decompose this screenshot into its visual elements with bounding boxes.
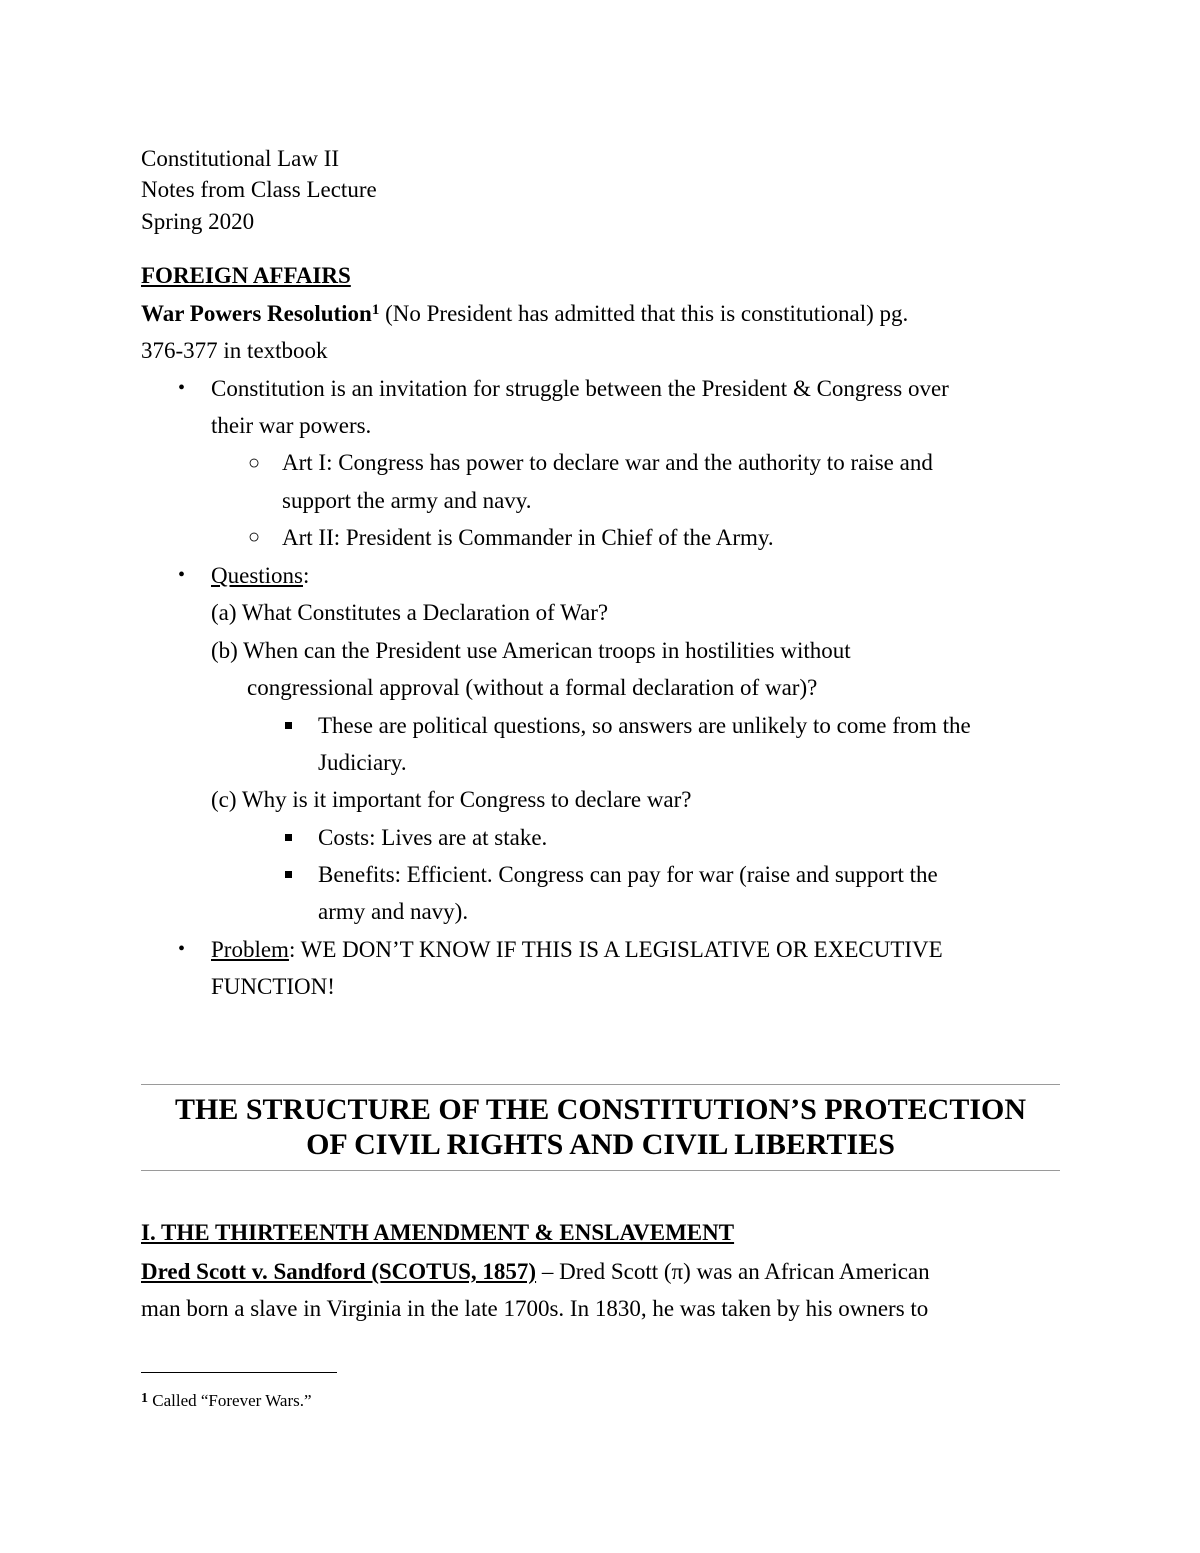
- term-label: Spring 2020: [141, 209, 255, 234]
- questions-label: Questions: [211, 563, 303, 588]
- sub-bullet-text: Art I: Congress has power to declare war and the authority to raise and: [282, 450, 933, 475]
- footnote-number: 1: [141, 1391, 148, 1406]
- wpr-note-cont: 376-377 in textbook: [141, 338, 328, 363]
- bullet-icon: •: [178, 938, 186, 960]
- circle-bullet-icon: ○: [248, 452, 261, 474]
- bullet-text: their war powers.: [211, 413, 372, 438]
- course-title: Constitutional Law II: [141, 146, 340, 171]
- problem-text-cont: FUNCTION!: [211, 974, 335, 999]
- questions-colon: :: [303, 563, 310, 588]
- question-b: (b) When can the President use American troops in hostilities without: [211, 638, 851, 663]
- sub-sub-bullet-text: These are political questions, so answers are unlikely to come from the: [318, 713, 971, 738]
- sub-bullet-text: support the army and navy.: [282, 488, 532, 513]
- case-name: Dred Scott v. Sandford (SCOTUS, 1857): [141, 1259, 537, 1284]
- square-bullet-icon: [285, 722, 292, 729]
- problem-text: : WE DON’T KNOW IF THIS IS A LEGISLATIVE OR EXECUTIVE: [288, 937, 943, 962]
- footnote-text: Called “Forever Wars.”: [148, 1391, 312, 1410]
- notes-subtitle: Notes from Class Lecture: [141, 177, 377, 202]
- section-title-cont: OF CIVIL RIGHTS AND CIVIL LIBERTIES: [306, 1128, 895, 1161]
- wpr-title: War Powers Resolution: [141, 301, 372, 326]
- foreign-affairs-heading: FOREIGN AFFAIRS: [141, 263, 351, 288]
- wpr-note: (No President has admitted that this is constitutional) pg.: [379, 301, 909, 326]
- sub-sub-bullet-text: Judiciary.: [318, 750, 407, 775]
- section-title: THE STRUCTURE OF THE CONSTITUTION’S PROTECTION: [174, 1093, 1026, 1126]
- section-divider-bottom: [141, 1170, 1060, 1171]
- sub-sub-bullet-text: Benefits: Efficient. Congress can pay for war (raise and support the: [318, 862, 938, 887]
- square-bullet-icon: [285, 871, 292, 878]
- question-a: (a) What Constitutes a Declaration of War?: [211, 600, 609, 625]
- footnote-ref[interactable]: 1: [371, 302, 380, 318]
- question-b-cont: congressional approval (without a formal declaration of war)?: [247, 675, 818, 700]
- bullet-icon: •: [178, 564, 186, 586]
- case-text: – Dred Scott (π) was an African American: [536, 1259, 930, 1284]
- bullet-icon: •: [178, 377, 186, 399]
- sub-bullet-text: Art II: President is Commander in Chief of the Army.: [282, 525, 774, 550]
- sub-sub-bullet-text: army and navy).: [318, 899, 469, 924]
- problem-label: Problem: [211, 937, 289, 962]
- bullet-text: Constitution is an invitation for struggle between the President & Congress over: [211, 376, 949, 401]
- question-c: (c) Why is it important for Congress to declare war?: [211, 787, 692, 812]
- wpr-line: [141, 299, 908, 329]
- sub-sub-bullet-text: Costs: Lives are at stake.: [318, 825, 548, 850]
- thirteenth-heading: I. THE THIRTEENTH AMENDMENT & ENSLAVEMENT: [141, 1220, 735, 1245]
- circle-bullet-icon: ○: [248, 526, 261, 548]
- footnote: [141, 1390, 312, 1412]
- footnote-separator: [141, 1372, 337, 1373]
- square-bullet-icon: [285, 834, 292, 841]
- section-divider-top: [141, 1084, 1060, 1085]
- questions-line: [211, 561, 309, 591]
- problem-line: [211, 935, 943, 965]
- case-line: [141, 1257, 930, 1287]
- case-text-cont: man born a slave in Virginia in the late 1700s. In 1830, he was taken by his owners to: [141, 1296, 929, 1321]
